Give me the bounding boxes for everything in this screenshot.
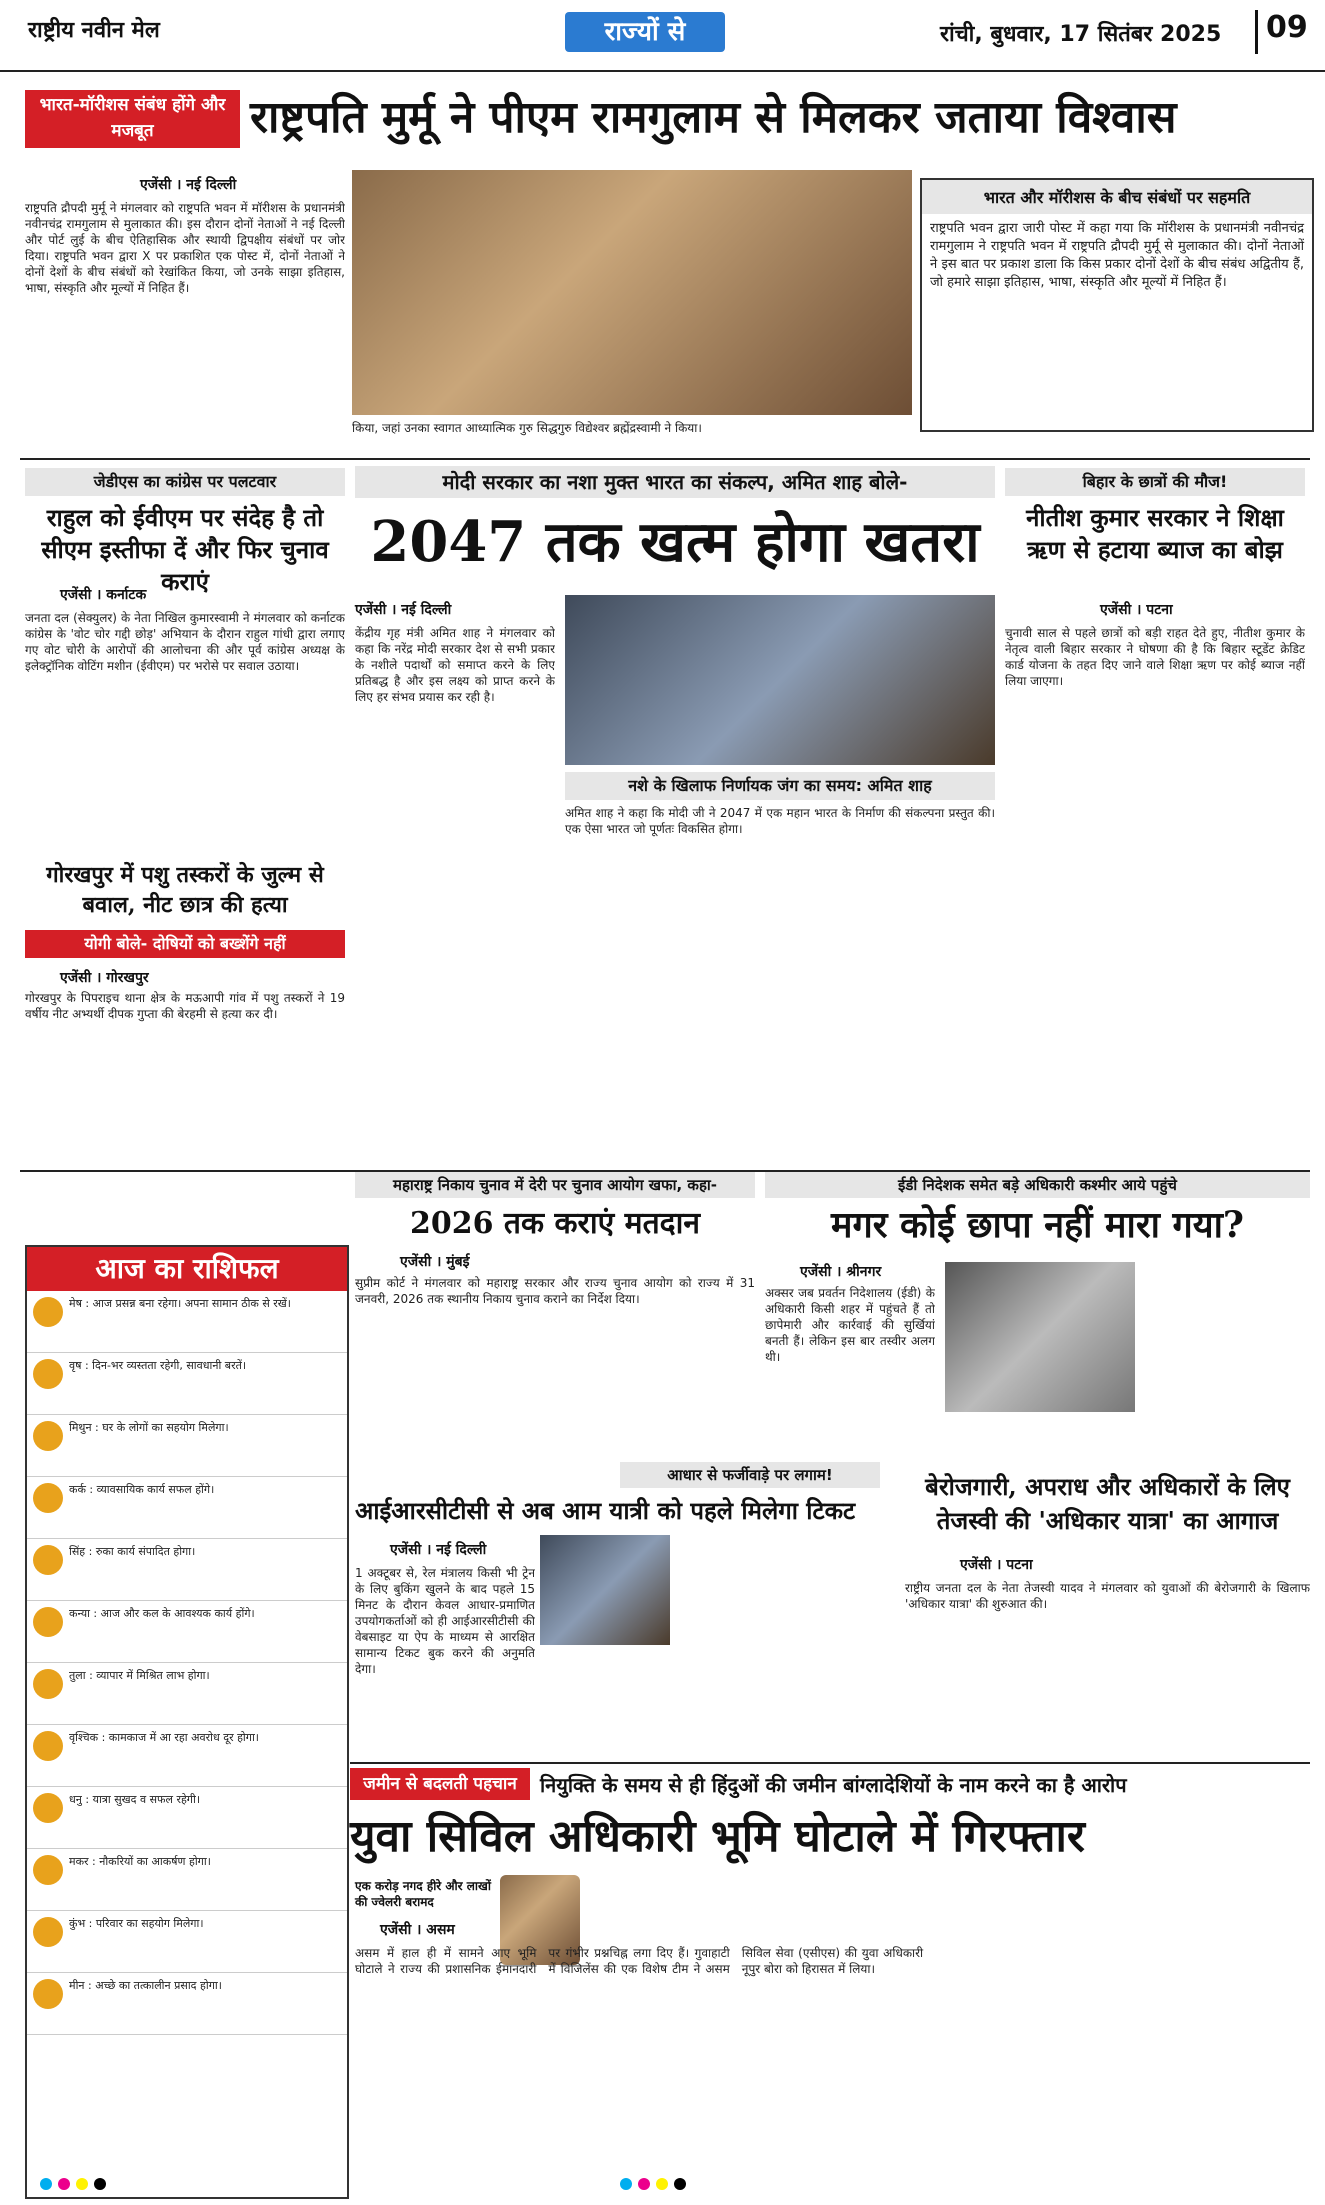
story7-headline: मगर कोई छापा नहीं मारा गया?: [830, 1204, 1245, 1246]
story9-headline: बेरोजगारी, अपराध और अधिकारों के लिए तेजस्वी की 'अधिकार यात्रा' का आगाज: [925, 1472, 1290, 1535]
story2-byline: एजेंसी । कर्नाटक: [60, 587, 147, 603]
rashifal-item: [27, 1477, 347, 1539]
story4-byline: एजेंसी । पटना: [1100, 602, 1173, 618]
rashifal-text: कुंभ : परिवार का सहयोग मिलेगा।: [69, 1917, 204, 1930]
story5-byline: एजेंसी । गोरखपुर: [60, 970, 149, 986]
story1-body: राष्ट्रपति द्रौपदी मुर्मू ने मंगलवार को राष्ट्रपति भवन में मॉरीशस के प्रधानमंत्री नवीनचंद्र रामगुलाम से मुलाकात की। इस दौरान दोनों नेताओं ने नई दिल्ली और पोर्ट लुई के बीच ऐतिहासिक और स्थायी द्विपक्षीय संबंधों पर जोर दिया। राष्ट्रपति भवन द्वारा X पर प्रकाशित एक पोस्ट में, दोनों नेताओं ने दोनों देशों के बीच संबंधों को रेखांकित किया, जो उनके साझा इतिहास, भाषा, संस्कृति और मूल्यों में निहित हैं।: [25, 201, 345, 295]
rashifal-text: कन्या : आज और कल के आवश्यक कार्य होंगे।: [69, 1607, 255, 1620]
story3-sub-kicker: नशे के खिलाफ निर्णायक जंग का समय: अमित शाह: [565, 772, 995, 800]
story10-tag: जमीन से बदलती पहचान: [350, 1768, 530, 1800]
rashifal-text: तुला : व्यापार में मिश्रित लाभ होगा।: [69, 1669, 210, 1682]
story5-body: गोरखपुर के पिपराइच थाना क्षेत्र के मऊआपी गांव में पशु तस्करों ने 19 वर्षीय नीट अभ्यर्थी दीपक गुप्ता की बेरहमी से हत्या कर दी।: [25, 991, 345, 1021]
story3-body: केंद्रीय गृह मंत्री अमित शाह ने मंगलवार को कहा कि नरेंद्र मोदी सरकार देश से सभी प्रकार के नशीले पदार्थों को समाप्त करने के लिए प्रतिबद्ध है और इस लक्ष्य को प्राप्त करने के लिए हर संभव प्रयास कर रही है।: [355, 626, 555, 704]
zodiac-icon: [33, 1979, 63, 2009]
story8-kicker: आधार से फर्जीवाड़े पर लगाम!: [620, 1462, 880, 1488]
rashifal-text: वृश्चिक : कामकाज में आ रहा अवरोध दूर होगा।: [69, 1731, 259, 1744]
rashifal-box: [25, 1245, 349, 2199]
story4-body: चुनावी साल से पहले छात्रों को बड़ी राहत देते हुए, नीतीश कुमार के नेतृत्व वाली बिहार सरकार ने घोषणा की है कि बिहार स्टूडेंट क्रेडिट कार्ड योजना के तहत दिए जाने वाले शिक्षा ऋण पर कोई ब्याज नहीं लिया जाएगा।: [1005, 626, 1305, 688]
story9-body: राष्ट्रीय जनता दल के नेता तेजस्वी यादव ने मंगलवार को युवाओं की बेरोजगारी के खिलाफ 'अधिकार यात्रा' की शुरुआत की।: [905, 1581, 1310, 1611]
story3-photo: [565, 595, 995, 765]
story1-sidebar-title: भारत और मॉरीशस के बीच संबंधों पर सहमति: [922, 180, 1312, 214]
rashifal-item: [27, 1725, 347, 1787]
rashifal-item: [27, 1973, 347, 2035]
rashifal-text: मिथुन : घर के लोगों का सहयोग मिलेगा।: [69, 1421, 229, 1434]
story4-kicker: बिहार के छात्रों की मौज!: [1005, 468, 1305, 496]
story1-tag: भारत-मॉरीशस संबंध होंगे और मजबूत: [25, 90, 240, 148]
story2-kicker: जेडीएस का कांग्रेस पर पलटवार: [25, 468, 345, 496]
story8-byline: एजेंसी । नई दिल्ली: [390, 1542, 487, 1558]
zodiac-icon: [33, 1855, 63, 1885]
story6-kicker: महाराष्ट्र निकाय चुनाव में देरी पर चुनाव आयोग खफा, कहा-: [355, 1172, 755, 1198]
story3-headline: 2047 तक खत्म होगा खतरा: [370, 509, 980, 575]
story1-byline: एजेंसी । नई दिल्ली: [140, 177, 237, 193]
rashifal-item: [27, 1415, 347, 1477]
story9-byline: एजेंसी । पटना: [960, 1557, 1033, 1573]
rashifal-item: [27, 1663, 347, 1725]
story2-body: जनता दल (सेक्युलर) के नेता निखिल कुमारस्वामी ने मंगलवार को कर्नाटक कांग्रेस के 'वोट चोर गद्दी छोड़' अभियान के दौरान राहुल गांधी द्वारा लगाए गए वोट चोरी के आरोपों की आलोचना की और पूर्व कांग्रेस अध्यक्ष के इलेक्ट्रॉनिक वोटिंग मशीन (ईवीएम) पर भरोसे पर सवाल उठाया।: [25, 611, 345, 673]
rashifal-list: [27, 1291, 347, 2035]
story8-body: 1 अक्टूबर से, रेल मंत्रालय किसी भी ट्रेन के लिए बुकिंग खुलने के बाद पहले 15 मिनट के दौरान केवल आधार-प्रमाणित उपयोगकर्ताओं को ही आईआरसीटीसी की वेबसाइट या ऐप के माध्यम से आरक्षित सामान्य टिकट बुक करने की अनुमति देगा।: [355, 1566, 535, 1676]
story5-sub: योगी बोले- दोषियों को बख्शेंगे नहीं: [25, 930, 345, 958]
story7-photo: [945, 1262, 1135, 1412]
rashifal-item: [27, 1539, 347, 1601]
zodiac-icon: [33, 1545, 63, 1575]
story4-headline: नीतीश कुमार सरकार ने शिक्षा ऋण से हटाया ब्याज का बोझ: [1026, 503, 1284, 564]
rashifal-text: मेष : आज प्रसन्न बना रहेगा। अपना सामान ठीक से रखें।: [69, 1297, 291, 1310]
rashifal-text: मकर : नौकरियों का आकर्षण होगा।: [69, 1855, 211, 1868]
story10-body: असम में हाल ही में सामने आए भूमि घोटाले ने राज्य की प्रशासनिक ईमानदारी पर गंभीर प्रश्नचिह्न लगा दिए हैं। गुवाहाटी में विजिलेंस की एक विशेष टीम ने असम सिविल सेवा (एसीएस) की युवा अधिकारी नूपुर बोरा को हिरासत में लिया।: [355, 1946, 924, 1976]
rashifal-text: कर्क : व्यावसायिक कार्य सफल होंगे।: [69, 1483, 215, 1496]
story6-body: सुप्रीम कोर्ट ने मंगलवार को महाराष्ट्र सरकार और राज्य चुनाव आयोग को राज्य में 31 जनवरी, 2026 तक स्थानीय निकाय चुनाव कराने का निर्देश दिया।: [355, 1276, 755, 1306]
rashifal-title: आज का राशिफल: [27, 1247, 347, 1291]
zodiac-icon: [33, 1421, 63, 1451]
rashifal-text: धनु : यात्रा सुखद व सफल रहेगी।: [69, 1793, 201, 1806]
story3-sub-body: अमित शाह ने कहा कि मोदी जी ने 2047 में एक महान भारत के निर्माण की संकल्पना प्रस्तुत की। एक ऐसा भारत जो पूर्णतः विकसित होगा।: [565, 806, 995, 836]
story6-headline: 2026 तक कराएं मतदान: [409, 1206, 701, 1241]
story7-byline: एजेंसी । श्रीनगर: [800, 1264, 882, 1280]
zodiac-icon: [33, 1483, 63, 1513]
divider: [20, 458, 1310, 460]
story1-photo: [352, 170, 912, 415]
story10-bullet: एक करोड़ नगद हीरे और लाखों की ज्वेलरी बरामद: [355, 1879, 491, 1909]
print-registration-marks: [620, 2175, 692, 2194]
rashifal-item: [27, 1353, 347, 1415]
story7-kicker: ईडी निदेशक समेत बड़े अधिकारी कश्मीर आये पहुंचे: [765, 1172, 1310, 1198]
story8-headline: आईआरसीटीसी से अब आम यात्री को पहले मिलेगा टिकट: [355, 1496, 856, 1525]
print-registration-marks: [40, 2175, 112, 2194]
story8-photo: [540, 1535, 670, 1645]
rashifal-item: [27, 1601, 347, 1663]
rashifal-item: [27, 1911, 347, 1973]
rashifal-text: मीन : अच्छे का तत्कालीन प्रसाद होगा।: [69, 1979, 222, 1992]
zodiac-icon: [33, 1669, 63, 1699]
zodiac-icon: [33, 1731, 63, 1761]
story10-headline: युवा सिविल अधिकारी भूमि घोटाले में गिरफ्तार: [350, 1811, 1085, 1862]
rashifal-text: सिंह : रुका कार्य संपादित होगा।: [69, 1545, 196, 1558]
story10-byline: एजेंसी । असम: [380, 1922, 455, 1938]
rashifal-item: [27, 1291, 347, 1353]
rashifal-item: [27, 1787, 347, 1849]
story1-sidebar: [920, 178, 1314, 432]
zodiac-icon: [33, 1607, 63, 1637]
story5-headline: गोरखपुर में पशु तस्करों के जुल्म से बवाल, नीट छात्र की हत्या: [46, 862, 324, 918]
zodiac-icon: [33, 1297, 63, 1327]
zodiac-icon: [33, 1793, 63, 1823]
story3-kicker: मोदी सरकार का नशा मुक्त भारत का संकल्प, अमित शाह बोले-: [355, 466, 995, 498]
dateline: रांची, बुधवार, 17 सितंबर 2025: [940, 22, 1222, 47]
story6-byline: एजेंसी । मुंबई: [400, 1254, 470, 1270]
brand-logo: राष्ट्रीय नवीन मेल: [28, 17, 160, 43]
section-label: राज्यों से: [565, 12, 725, 52]
story1-sidebar-body: राष्ट्रपति भवन द्वारा जारी पोस्ट में कहा गया कि मॉरीशस के प्रधानमंत्री नवीनचंद्र रामगुलाम ने राष्ट्रपति भवन में राष्ट्रपति द्रौपदी मुर्मू से मुलाकात की। दोनों नेताओं ने इस बात पर प्रकाश डाला कि किस प्रकार दोनों देशों के बीच संबंध अद्वितीय हैं, जो हमारे साझा इतिहास, भाषा, संस्कृति और मूल्यों में निहित हैं।: [930, 221, 1304, 290]
masthead: [0, 0, 1325, 72]
page-number: 09: [1255, 10, 1316, 54]
story7-body: अक्सर जब प्रवर्तन निदेशालय (ईडी) के अधिकारी किसी शहर में पहुंचते हैं तो छापेमारी और कार्रवाई की सुर्खियां बनती हैं। लेकिन इस बार तस्वीर अलग थी।: [765, 1286, 935, 1364]
story1-caption: किया, जहां उनका स्वागत आध्यात्मिक गुरु सिद्धगुरु विद्येश्वर ब्रह्मेंद्रस्वामी ने किया।: [352, 421, 702, 435]
divider: [350, 1762, 1310, 1764]
story10-kicker: नियुक्ति के समय से ही हिंदुओं की जमीन बांग्लादेशियों के नाम करने का है आरोप: [540, 1773, 1127, 1797]
zodiac-icon: [33, 1359, 63, 1389]
story2-headline: राहुल को ईवीएम पर संदेह है तो सीएम इस्तीफा दें और फिर चुनाव कराएं: [41, 503, 329, 596]
rashifal-item: [27, 1849, 347, 1911]
story1-headline: राष्ट्रपति मुर्मू ने पीएम रामगुलाम से मिलकर जताया विश्वास: [250, 92, 1177, 143]
rashifal-text: वृष : दिन-भर व्यस्तता रहेगी, सावधानी बरतें।: [69, 1359, 247, 1372]
zodiac-icon: [33, 1917, 63, 1947]
story3-byline: एजेंसी । नई दिल्ली: [355, 602, 452, 618]
